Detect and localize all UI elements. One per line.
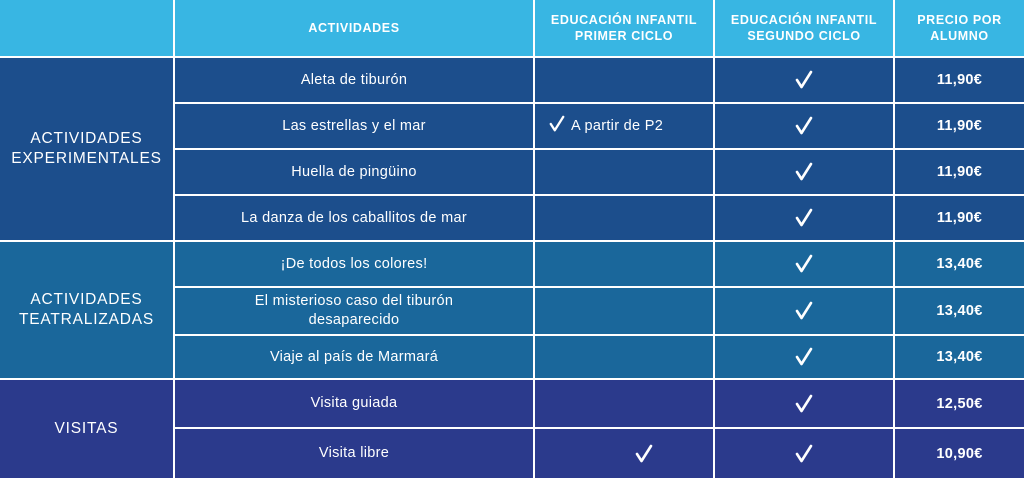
check-icon bbox=[795, 394, 813, 414]
table-row-ciclo1 bbox=[535, 104, 713, 148]
header-actividades-label: ACTIVIDADES bbox=[308, 21, 400, 35]
table-row-actividad bbox=[175, 242, 533, 286]
precio-label: 13,40€ bbox=[936, 256, 983, 272]
table-row-actividad bbox=[175, 429, 533, 478]
actividad-label: Visita guiada bbox=[310, 395, 398, 411]
precio-label: 11,90€ bbox=[936, 72, 983, 88]
table-row-ciclo1 bbox=[535, 150, 713, 194]
ciclo1-note: A partir de P2 bbox=[571, 118, 664, 134]
table-row-ciclo2 bbox=[715, 58, 893, 102]
precio-label: 11,90€ bbox=[936, 210, 983, 226]
actividad-label: Viaje al país de Marmará bbox=[269, 348, 439, 365]
actividad-label: Aleta de tiburón bbox=[300, 71, 408, 88]
actividad-label: La danza de los caballitos de mar bbox=[241, 209, 467, 226]
table-row-precio bbox=[895, 429, 1024, 478]
check-icon bbox=[795, 208, 813, 228]
table-row-precio bbox=[895, 336, 1024, 378]
table-row-ciclo2 bbox=[715, 380, 893, 427]
group-label-experimentales bbox=[0, 58, 173, 240]
precio-label: 13,40€ bbox=[936, 349, 983, 365]
table-row-actividad bbox=[175, 58, 533, 102]
header-ciclo1 bbox=[535, 0, 713, 56]
group-label-line1: ACTIVIDADES bbox=[30, 130, 143, 147]
table-row-precio bbox=[895, 104, 1024, 148]
table-row-actividad bbox=[175, 104, 533, 148]
actividad-label-line2: desaparecido bbox=[308, 312, 400, 328]
header-ciclo2-line2: SEGUNDO CICLO bbox=[747, 29, 861, 43]
check-icon bbox=[795, 162, 813, 182]
check-icon bbox=[795, 347, 813, 367]
actividad-label: Visita libre bbox=[318, 445, 390, 461]
group-label: VISITAS bbox=[54, 420, 119, 437]
table-row-ciclo1 bbox=[535, 242, 713, 286]
check-icon bbox=[795, 70, 813, 90]
header-precio-line2: ALUMNO bbox=[930, 29, 989, 43]
precio-label: 11,90€ bbox=[936, 164, 983, 180]
actividad-label: Las estrellas y el mar bbox=[282, 117, 426, 134]
header-ciclo2 bbox=[715, 0, 893, 56]
table-row-actividad bbox=[175, 196, 533, 240]
header-actividades bbox=[175, 0, 533, 56]
precio-label: 12,50€ bbox=[936, 395, 983, 412]
header-empty bbox=[0, 0, 173, 56]
table-row-precio bbox=[895, 196, 1024, 240]
table-row-precio bbox=[895, 242, 1024, 286]
header-ciclo1-line1: EDUCACIÓN INFANTIL bbox=[550, 13, 698, 27]
header-ciclo2-line1: EDUCACIÓN INFANTIL bbox=[730, 13, 878, 27]
group-label-line2: EXPERIMENTALES bbox=[11, 150, 162, 167]
table-row-ciclo1 bbox=[535, 196, 713, 240]
table-row-ciclo1 bbox=[535, 336, 713, 378]
table-row-ciclo1 bbox=[535, 288, 713, 334]
header-precio bbox=[895, 0, 1024, 56]
precio-label: 13,40€ bbox=[936, 303, 983, 319]
precio-label: 10,90€ bbox=[936, 445, 983, 462]
actividad-label: ¡De todos los colores! bbox=[280, 255, 428, 272]
actividad-label-line1: El misterioso caso del tiburón bbox=[254, 293, 454, 309]
table-row-actividad bbox=[175, 380, 533, 427]
group-label-line1: ACTIVIDADES bbox=[30, 291, 143, 308]
table-row-ciclo1 bbox=[535, 380, 713, 427]
header-ciclo1-line2: PRIMER CICLO bbox=[574, 29, 674, 43]
table-row-ciclo1 bbox=[535, 58, 713, 102]
check-icon bbox=[795, 116, 813, 136]
table-row-ciclo2 bbox=[715, 336, 893, 378]
table-row-ciclo2 bbox=[715, 150, 893, 194]
table-row-ciclo2 bbox=[715, 288, 893, 334]
group-label-visitas bbox=[0, 380, 173, 478]
table-row-actividad bbox=[175, 336, 533, 378]
table-row-precio bbox=[895, 150, 1024, 194]
group-label-line2: TEATRALIZADAS bbox=[19, 311, 154, 328]
check-icon bbox=[795, 301, 813, 321]
table-row-actividad bbox=[175, 150, 533, 194]
table-row-ciclo1 bbox=[535, 429, 713, 478]
check-icon bbox=[549, 115, 569, 137]
table-row-precio bbox=[895, 288, 1024, 334]
check-icon bbox=[795, 254, 813, 274]
actividad-label: Huella de pingüino bbox=[291, 163, 417, 180]
table-row-ciclo2 bbox=[715, 429, 893, 478]
table-row-ciclo2 bbox=[715, 242, 893, 286]
table-row-ciclo2 bbox=[715, 196, 893, 240]
header-precio-line1: PRECIO POR bbox=[917, 13, 1002, 27]
table-row-precio bbox=[895, 58, 1024, 102]
table-row-actividad bbox=[175, 288, 533, 334]
check-icon bbox=[795, 444, 813, 464]
check-icon bbox=[635, 444, 653, 464]
precio-label: 11,90€ bbox=[936, 118, 983, 134]
group-label-teatralizadas bbox=[0, 242, 173, 378]
table-row-precio bbox=[895, 380, 1024, 427]
table-row-ciclo2 bbox=[715, 104, 893, 148]
